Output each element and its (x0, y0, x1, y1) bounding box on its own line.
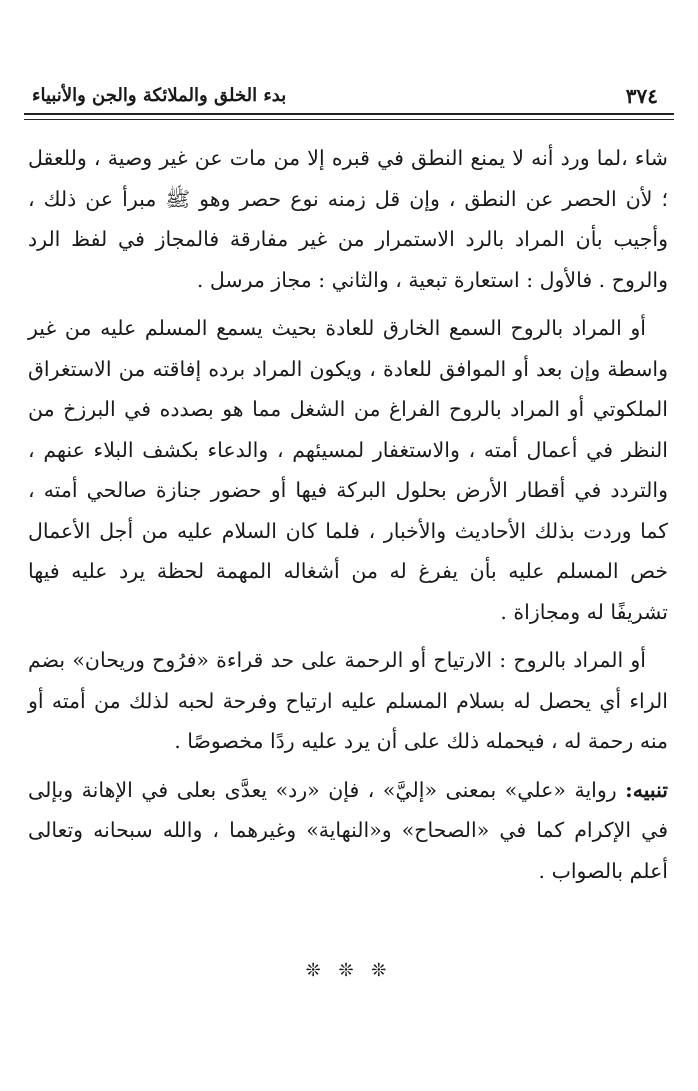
paragraph-2: أو المراد بالروح السمع الخارق للعادة بحيث يسمع المسلم عليه من غير واسطة وإن بعد أو الموافق للعادة ، ويكون المراد برده إفاقته من الاستغراق الملكوتي أو المراد بالروح الفراغ من الشغل مما هو بصدده في البرزخ من النظر في أعمال أمته ، والاستغفار لمسيئهم ، والدعاء بكشف البلاء عنهم ، والتردد في أقطار الأرض بحلول البركة فيها أو حضور جنازة صالحي أمته ، كما وردت بذلك الأحاديث والأخبار ، فلما كان السلام عليه من أجل الأعمال خص المسلم عليه بأن يفرغ له من أشغاله المهمة لحظة يرد عليه فيها تشريفًا له ومجازاة . (28, 316, 668, 624)
body-text (28, 138, 668, 899)
paragraph-1: شاء ،لما ورد أنه لا يمنع النطق في قبره إلا من مات عن غير وصية ، وللعقل ؛ لأن الحصر عن النطق ، وإن قل زمنه نوع حصر وهو ﷺ مبرأ عن ذلك ، وأجيب بأن المراد بالرد الاستمرار من غير مفارقة فالمجاز في لفظ الرد والروح . فالأول : استعارة تبعية ، والثاني : مجاز مرسل . (28, 146, 668, 292)
header-rule-thin (24, 119, 674, 120)
paragraph-3: أو المراد بالروح : الارتياح أو الرحمة على حد قراءة «فرُوح وريحان» بضم الراء أي يحصل له بسلام المسلم عليه ارتياح وفرحة لحبه لذلك من أمته أو منه رحمة له ، فيحمله ذلك على أن يرد عليه ردًا مخصوصًا . (28, 648, 668, 753)
header-rule-thick (24, 113, 674, 115)
note-paragraph (28, 770, 668, 892)
note-text: رواية «علي» بمعنى «إليَّ» ، فإن «رد» يعدَّى بعلى في الإهانة وبإلى في الإكرام كما في «الصحاح» و«النهاية» وغيرهما ، والله سبحانه وتعالى أعلم بالصواب . (28, 777, 668, 883)
section-separator: ❊ ❊ ❊ (305, 960, 393, 981)
running-title: بدء الخلق والملائكة والجن والأنبياء (32, 85, 287, 106)
page-header (22, 82, 676, 112)
note-label: تنبيه: (625, 777, 668, 802)
page-number: ٣٧٤ (625, 84, 658, 108)
